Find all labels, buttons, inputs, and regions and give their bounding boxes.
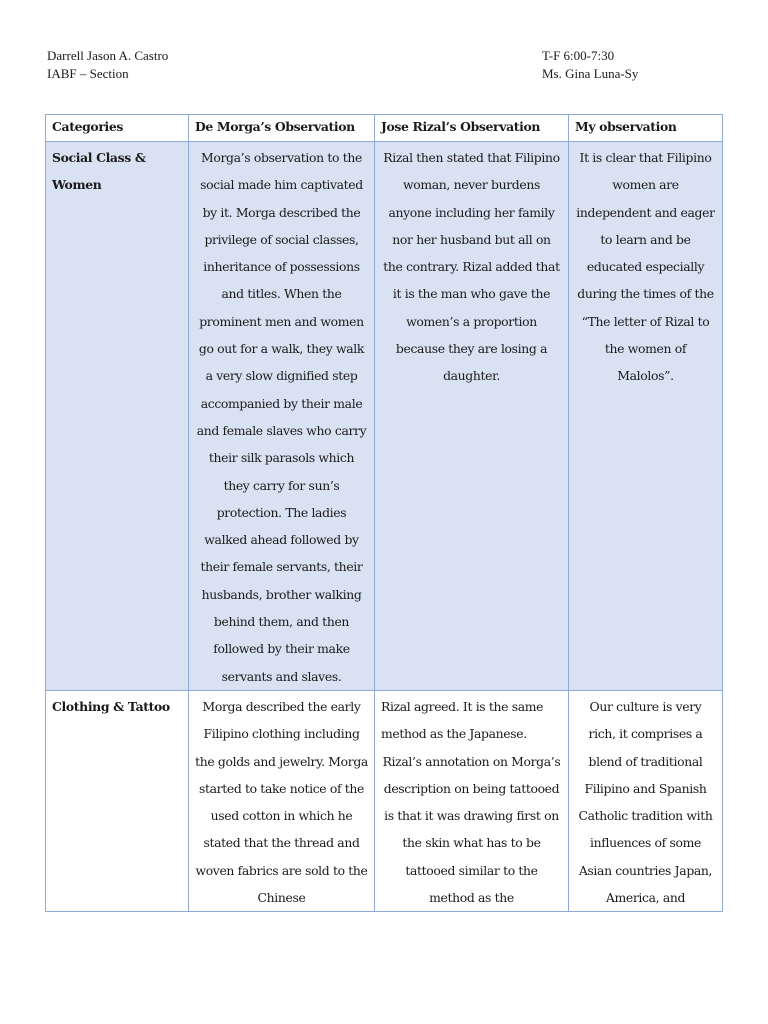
de-morga-cell: Morga’s observation to the social made him captivated by it. Morga described the privilege of social classes, inheritance of possessions and titles. When the prominent men and women go out for a walk, they walk a very slow dignified step accompanied by their male and female slaves who carry their silk parasols which they carry for sun’s protection. The ladies walked ahead followed by their female servants, their husbands, brother walking behind them, and then followed by their make servants and slaves. — [189, 142, 375, 691]
table-row — [46, 690, 723, 911]
student-section: IABF – Section — [47, 66, 129, 81]
rizal-cell — [375, 690, 569, 911]
instructor-name: Ms. Gina Luna-Sy — [542, 66, 639, 81]
rizal-paragraph: Rizal’s annotation on Morga’s description on being tattooed is that it was drawing first on the skin what has to be tattooed similar to the method as the — [382, 753, 561, 906]
category-cell: Clothing & Tattoo — [46, 690, 189, 911]
class-info — [542, 47, 638, 83]
student-name: Darrell Jason A. Castro — [47, 48, 169, 63]
column-header-de-morga: De Morga’s Observation — [189, 115, 375, 142]
observation-table — [45, 114, 723, 912]
column-header-categories: Categories — [46, 115, 189, 142]
category-cell: Social Class & Women — [46, 142, 189, 691]
column-header-my-observation: My observation — [569, 115, 723, 142]
table-header-row — [46, 115, 723, 142]
class-schedule: T-F 6:00-7:30 — [542, 48, 615, 63]
rizal-cell: Rizal then stated that Filipino woman, never burdens anyone including her family nor her husband but all on the contrary. Rizal added that it is the man who gave the women’s a proportion because they are losing a daughter. — [375, 142, 569, 691]
de-morga-cell: Morga described the early Filipino clothing including the golds and jewelry. Morga started to take notice of the used cotton in which he stated that the thread and woven fabrics are sold to the Chinese — [189, 690, 375, 911]
my-observation-cell: It is clear that Filipino women are independent and eager to learn and be educated especially during the times of the “The letter of Rizal to the women of Malolos”. — [569, 142, 723, 691]
student-info — [47, 47, 168, 83]
my-observation-cell: Our culture is very rich, it comprises a blend of traditional Filipino and Spanish Catholic tradition with influences of some Asian countries Japan, America, and — [569, 690, 723, 911]
column-header-rizal: Jose Rizal’s Observation — [375, 115, 569, 142]
rizal-paragraph: Rizal agreed. It is the same method as the Japanese. — [381, 698, 544, 742]
table-row — [46, 142, 723, 691]
